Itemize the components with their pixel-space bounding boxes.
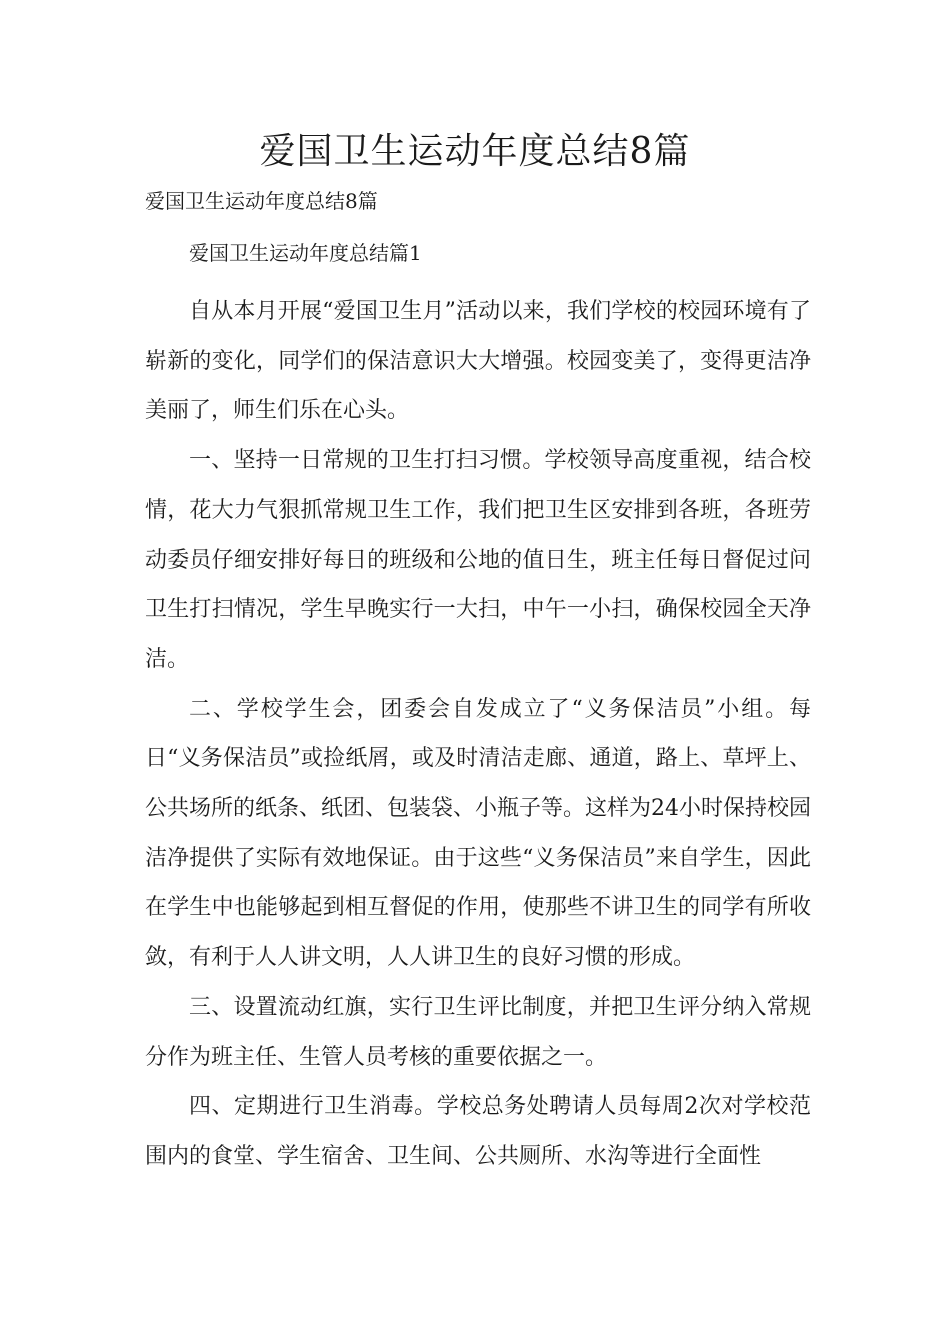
paragraph-item-3: 三、设置流动红旗，实行卫生评比制度，并把卫生评分纳入常规分作为班主任、生管人员考核的重要依据之一。 [145, 994, 811, 1070]
paragraph-intro: 自从本月开展“爱国卫生月”活动以来，我们学校的校园环境有了崭新的变化，同学们的保洁意识大大增强。校园变美了，变得更洁净美丽了，师生们乐在心头。 [145, 299, 811, 424]
document-body [145, 233, 811, 1182]
section-heading: 爱国卫生运动年度总结篇1 [189, 241, 422, 265]
document-subtitle: 爱国卫生运动年度总结8篇 [145, 189, 378, 213]
document-title: 爱国卫生运动年度总结8篇 [259, 131, 691, 172]
paragraph-item-1: 一、坚持一日常规的卫生打扫习惯。学校领导高度重视，结合校情，花大力气狠抓常规卫生工作，我们把卫生区安排到各班，各班劳动委员仔细安排好每日的班级和公地的值日生，班主任每日督促过问卫生打扫情况，学生早晚实行一大扫，中午一小扫，确保校园全天净洁。 [145, 448, 811, 672]
paragraph-item-4: 四、定期进行卫生消毒。学校总务处聘请人员每周2次对学校范围内的食堂、学生宿舍、卫生间、公共厕所、水沟等进行全面性 [145, 1094, 811, 1169]
paragraph-item-2: 二、学校学生会，团委会自发成立了“义务保洁员”小组。每日“义务保洁员”或捡纸屑，或及时清洁走廊、通道，路上、草坪上、公共场所的纸条、纸团、包装袋、小瓶子等。这样为24小时保持校园洁净提供了实际有效地保证。由于这些“义务保洁员”来自学生，因此在学生中也能够起到相互督促的作用，使那些不讲卫生的同学有所收敛，有利于人人讲文明，人人讲卫生的良好习惯的形成。 [145, 696, 811, 971]
